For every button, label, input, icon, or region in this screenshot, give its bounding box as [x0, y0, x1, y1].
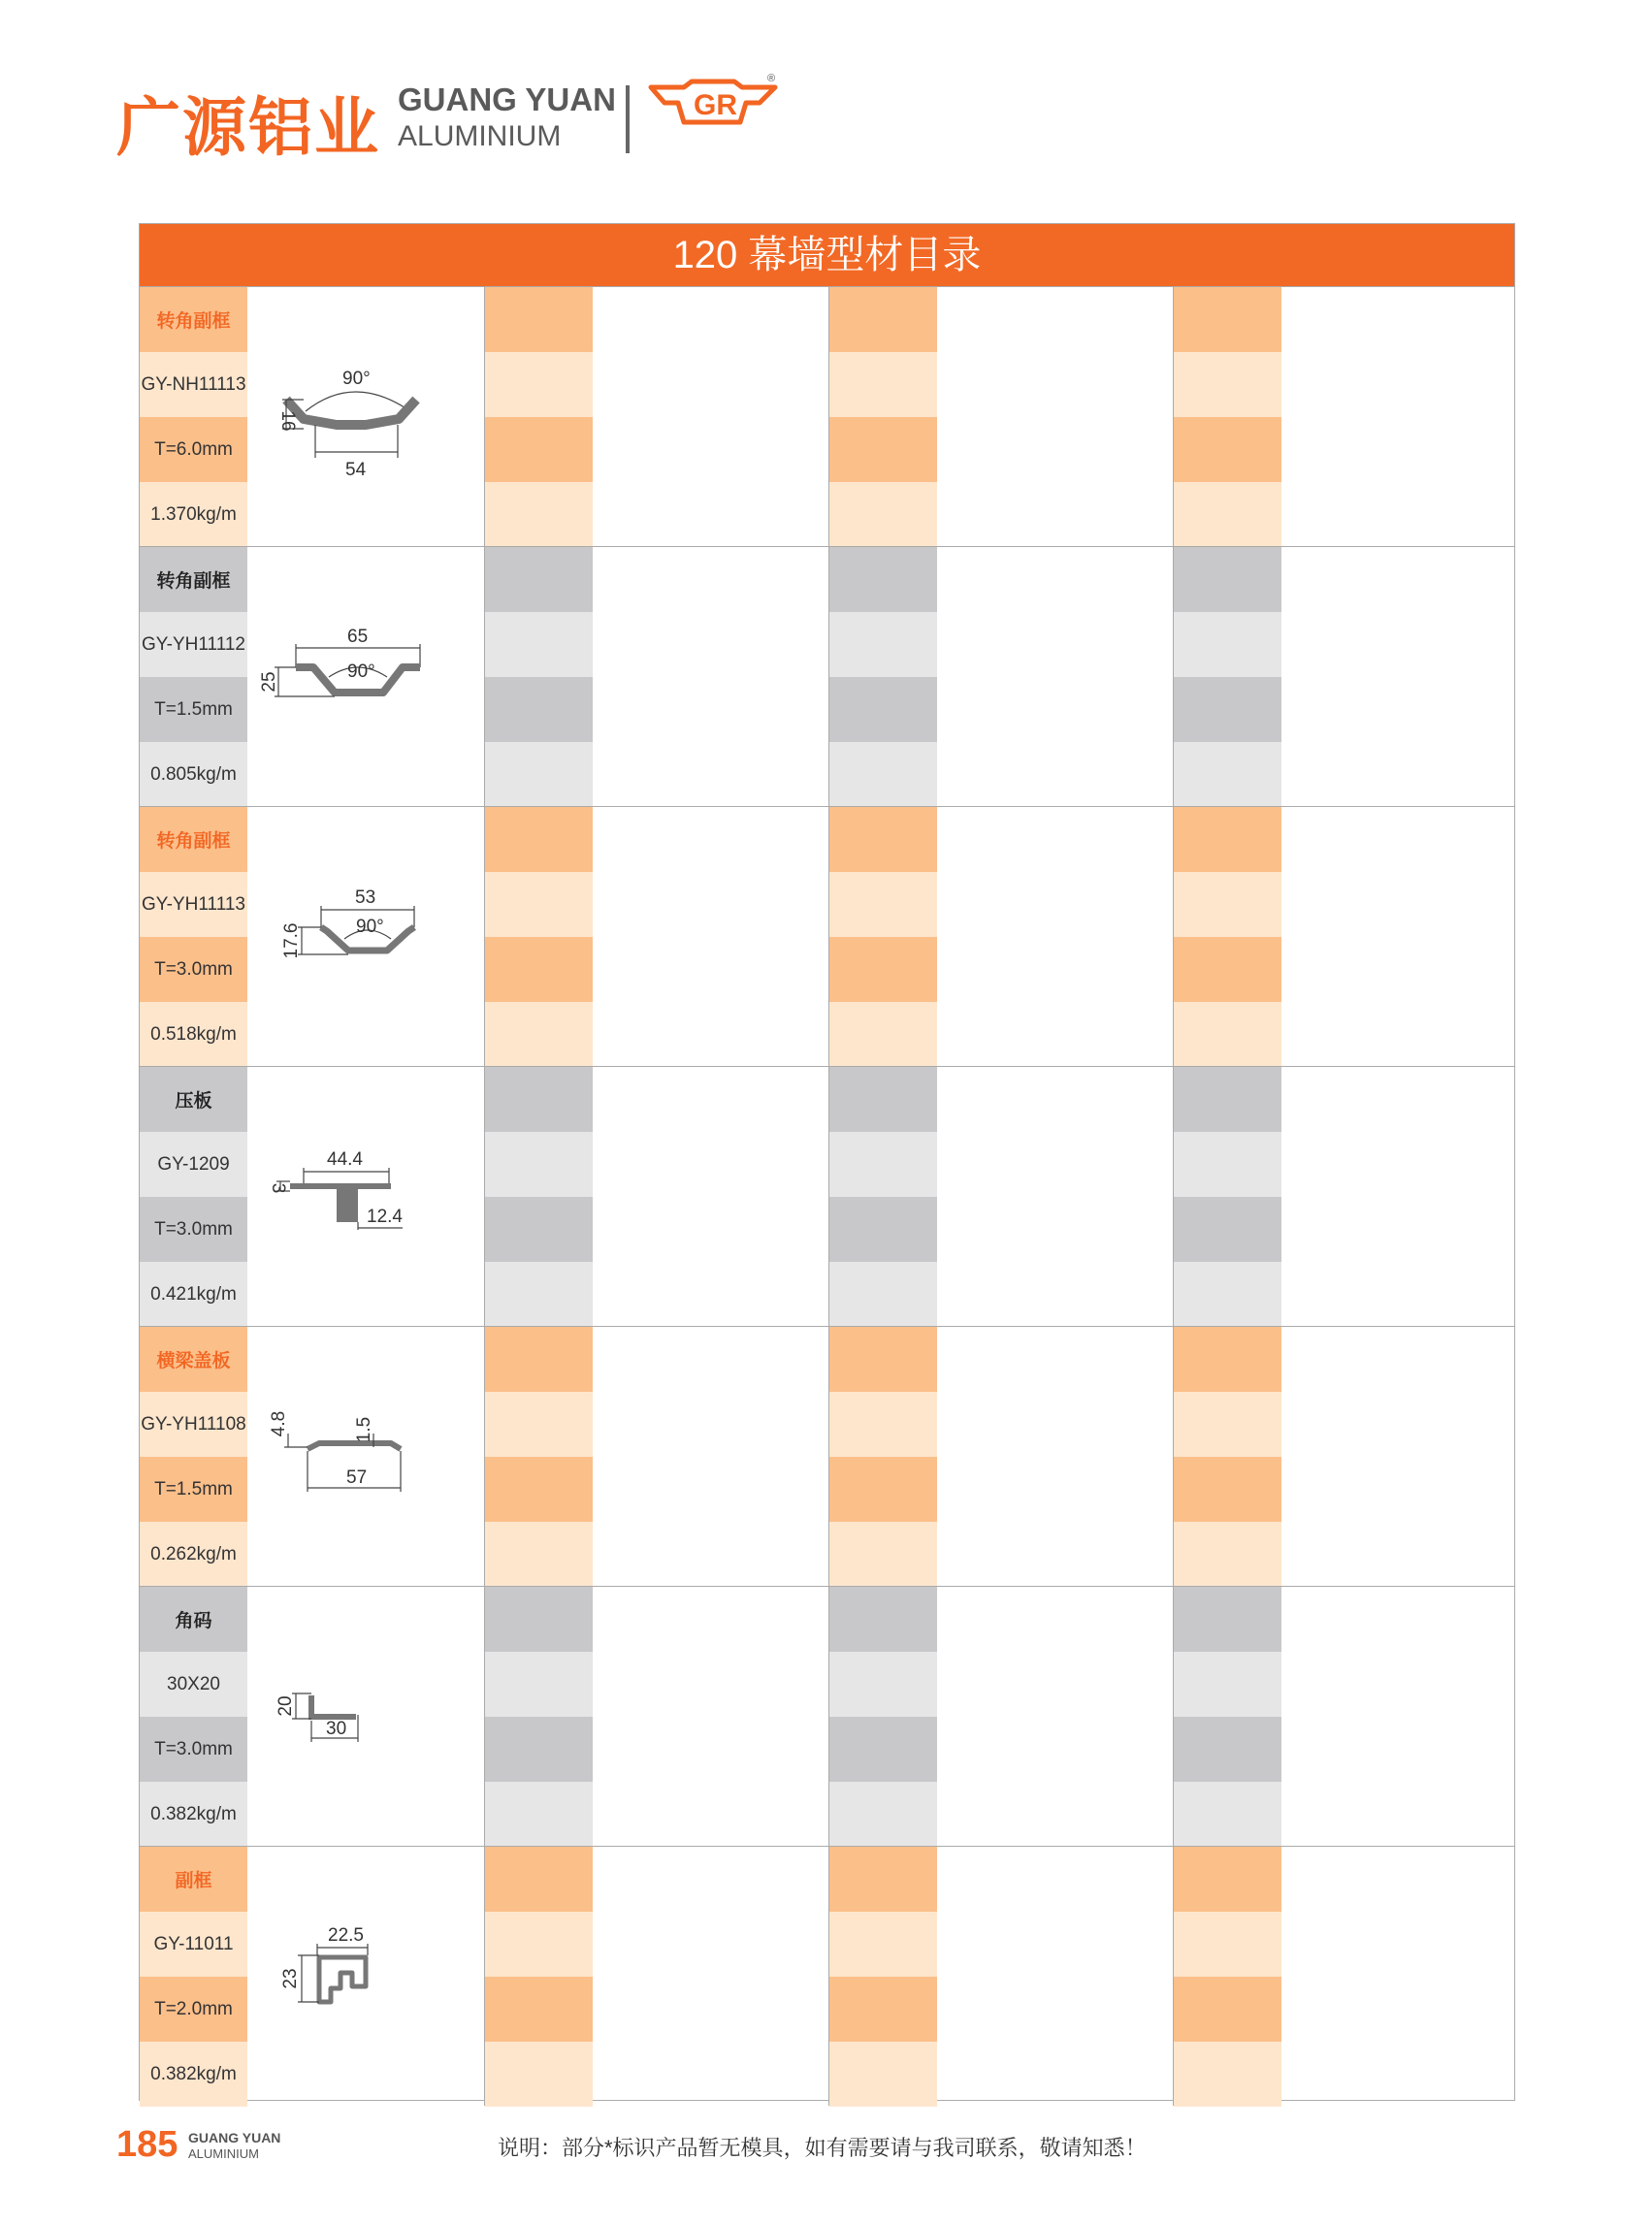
- profile-weight: 0.382kg/m: [140, 1782, 247, 1847]
- profile-thickness: T=3.0mm: [140, 1717, 247, 1782]
- profile-label-column: [140, 1067, 247, 1326]
- empty-slot: [1173, 1587, 1517, 1846]
- dimension-label: 57: [346, 1467, 368, 1488]
- profile-name: 副框: [140, 1847, 247, 1912]
- profile-code: GY-NH11113: [140, 352, 247, 417]
- empty-slot: [484, 287, 828, 546]
- profile-drawing: [247, 1847, 484, 2106]
- footer-brand-line2: ALUMINIUM: [188, 2146, 259, 2161]
- dimension-label: 90°: [347, 661, 375, 682]
- profile-drawing: [247, 287, 484, 546]
- profile-code: GY-YH11112: [140, 612, 247, 677]
- profile-name: 转角副框: [140, 547, 247, 612]
- dimension-label: 3: [268, 1182, 288, 1194]
- empty-slot: [828, 287, 1173, 546]
- profile-label-column: [140, 287, 247, 546]
- dimension-label: 30: [326, 1719, 347, 1739]
- dimension-label: 65: [347, 627, 369, 647]
- dimension-label: 1.5: [354, 1416, 374, 1443]
- table-row: [140, 546, 1514, 806]
- brand-name-en-line1: GUANG YUAN: [398, 81, 616, 117]
- profile-thickness: T=1.5mm: [140, 1457, 247, 1522]
- profile-thickness: T=6.0mm: [140, 417, 247, 482]
- empty-slot: [484, 1587, 828, 1846]
- dimension-label: 90°: [342, 369, 371, 389]
- profile-weight: 0.518kg/m: [140, 1002, 247, 1067]
- empty-slot: [484, 1327, 828, 1586]
- empty-slot: [484, 547, 828, 806]
- table-row: [140, 1326, 1514, 1586]
- profile-code: GY-YH11108: [140, 1392, 247, 1457]
- dimension-label: 23: [280, 1968, 301, 1989]
- profile-code: GY-1209: [140, 1132, 247, 1197]
- empty-slot: [828, 1847, 1173, 2106]
- empty-slot: [828, 1067, 1173, 1326]
- empty-slot: [1173, 287, 1517, 546]
- profile-label-column: [140, 807, 247, 1066]
- profile-catalog-table: [139, 223, 1515, 2101]
- dimension-label: 12.4: [367, 1207, 403, 1227]
- dimension-label: 22.5: [328, 1925, 364, 1946]
- svg-text:GR: GR: [694, 89, 737, 121]
- profile-thickness: T=3.0mm: [140, 937, 247, 1002]
- profile-code: GY-YH11113: [140, 872, 247, 937]
- profile-thickness: T=3.0mm: [140, 1197, 247, 1262]
- brand-name-cn: 广源铝业: [116, 91, 380, 163]
- empty-slot: [828, 1587, 1173, 1846]
- profile-weight: 0.262kg/m: [140, 1522, 247, 1587]
- table-row: [140, 1586, 1514, 1846]
- profile-drawing: [247, 547, 484, 806]
- empty-slot: [484, 1847, 828, 2106]
- dimension-label: 44.4: [327, 1149, 363, 1170]
- dimension-label: 90°: [356, 917, 384, 937]
- empty-slot: [828, 547, 1173, 806]
- footer-brand-line1: GUANG YUAN: [188, 2130, 281, 2145]
- profile-code: 30X20: [140, 1652, 247, 1717]
- profile-label-column: [140, 547, 247, 806]
- profile-drawing: [247, 1327, 484, 1586]
- dimension-label: 16: [277, 410, 298, 432]
- profile-label-column: [140, 1847, 247, 2106]
- table-row: [140, 806, 1514, 1066]
- dimension-label: 25: [259, 671, 279, 693]
- empty-slot: [1173, 1847, 1517, 2106]
- registered-mark: ®: [767, 73, 776, 84]
- profile-thickness: T=1.5mm: [140, 677, 247, 742]
- profile-name: 转角副框: [140, 287, 247, 352]
- empty-slot: [1173, 1067, 1517, 1326]
- profile-thickness: T=2.0mm: [140, 1977, 247, 2042]
- profile-weight: 0.421kg/m: [140, 1262, 247, 1327]
- table-row: [140, 286, 1514, 546]
- empty-slot: [1173, 1327, 1517, 1586]
- empty-slot: [828, 1327, 1173, 1586]
- profile-weight: 1.370kg/m: [140, 482, 247, 547]
- dimension-label: 20: [275, 1695, 296, 1717]
- dimension-label: 4.8: [269, 1410, 289, 1437]
- profile-name: 压板: [140, 1067, 247, 1132]
- catalog-title: 120 幕墙型材目录: [140, 224, 1514, 286]
- profile-name: 转角副框: [140, 807, 247, 872]
- profile-drawing: [247, 1067, 484, 1326]
- profile-label-column: [140, 1587, 247, 1846]
- empty-slot: [1173, 807, 1517, 1066]
- empty-slot: [828, 807, 1173, 1066]
- profile-name: 角码: [140, 1587, 247, 1652]
- empty-slot: [484, 1067, 828, 1326]
- dimension-label: 53: [355, 887, 376, 908]
- empty-slot: [1173, 547, 1517, 806]
- footer-note: 说明：部分*标识产品暂无模具，如有需要请与我司联系，敬请知悉！: [498, 2136, 1147, 2160]
- profile-drawing: [247, 807, 484, 1066]
- page-number: 185: [116, 2124, 178, 2165]
- table-row: [140, 1066, 1514, 1326]
- dimension-label: 17.6: [281, 922, 302, 959]
- profile-label-column: [140, 1327, 247, 1586]
- profile-code: GY-11011: [140, 1912, 247, 1977]
- brand-separator: [626, 85, 630, 153]
- table-row: [140, 1846, 1514, 2106]
- profile-weight: 0.382kg/m: [140, 2042, 247, 2107]
- profile-name: 横梁盖板: [140, 1327, 247, 1392]
- profile-drawing: [247, 1587, 484, 1846]
- dimension-label: 54: [345, 460, 367, 480]
- gr-registered-logo-icon: [645, 68, 781, 150]
- empty-slot: [484, 807, 828, 1066]
- brand-name-en-line2: ALUMINIUM: [398, 120, 562, 152]
- profile-weight: 0.805kg/m: [140, 742, 247, 807]
